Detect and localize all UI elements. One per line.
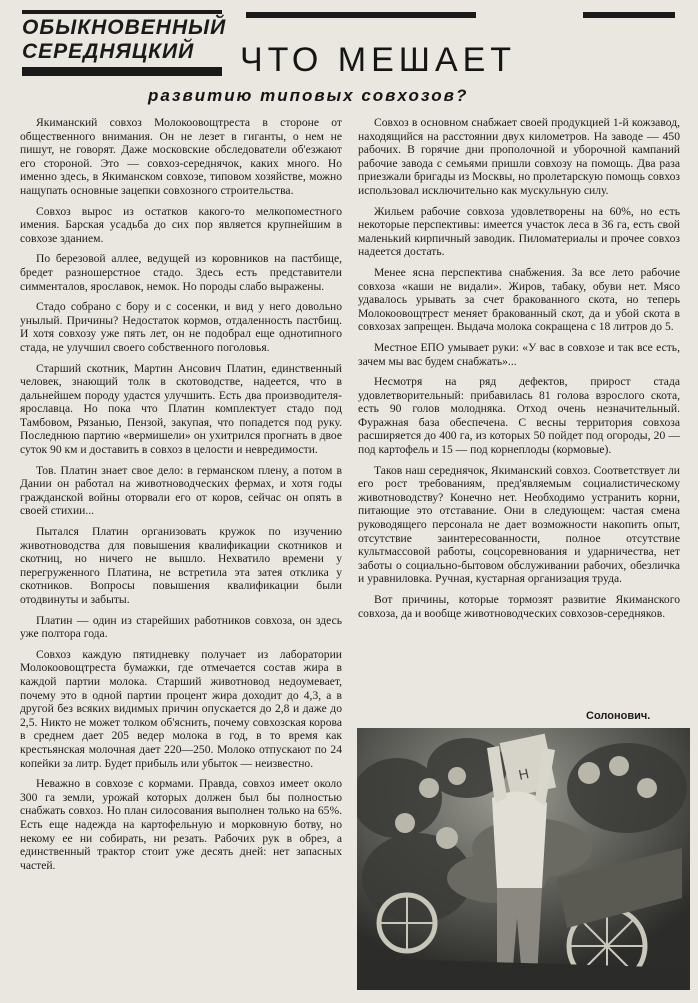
paragraph: По березовой аллее, ведущей из коровников на пастбище, бредет разношерстное стадо. Здесь есть представители симменталов, ярославок, немок. Но породы слабо выражены. [20, 252, 342, 293]
header-rule-left [246, 12, 476, 18]
kicker-bottom-rule [22, 67, 222, 76]
article-photo [357, 728, 690, 990]
svg-text:Н: Н [517, 764, 531, 783]
author-signature: Солонович. [586, 710, 651, 722]
paragraph: Несмотря на ряд дефектов, прирост стада удовлетворительный: прибавилась 81 голова взрослого скота, есть 90 голов молодняка. Отход очень незначительный. Фуражная база обеспечена. С весны территория совхоза расширяется до 400 га, из которых 50 пойдет под огороды, 20 — под картофель и 15 — под корнеплоды (кормовые). [358, 375, 680, 457]
paragraph: Стадо собрано с бору и с сосенки, и вид у него довольно унылый. Причины? Недостаток кормов, отдаленность пастбищ. И хотя совхозу уже пять лет, он не подобрал еще однотипного стада, не улучшил своего собственного поголовья. [20, 300, 342, 354]
kicker-top-rule [22, 10, 222, 14]
paragraph: Местное ЕПО умывает руки: «У вас в совхозе и так все есть, зачем мы вас будем снабжать»... [358, 340, 680, 368]
left-column [20, 116, 342, 879]
paragraph: Совхоз каждую пятидневку получает из лаборатории Молокоовощтреста бумажки, где отмечается состав жира в каждой партии молока. Старший животновод недоумевает, почему это в одной партии процент жира доходит до 4,3, а в другой без всяких видимых причин опускается до 2,8 и даже до 2,5. Никто не может толком об'яснить, почему совхозская корова в среднем дает 205 ведер молока в год, в то время как крестьянская молочная дает 220—250. Молоко отпускают по 24 копейки за литр. Будет прибыль или убыток — неизвестно. [20, 647, 342, 770]
article-subtitle: развитию типовых совхозов? [148, 86, 469, 105]
paragraph: Таков наш середнячок, Якиманский совхоз. Соответствует ли его рост требованиям, пред'являемым социалистическому животноводству? Конечно нет. Необходимо устранить корни, питающие это отставание. Они в следующем: частая смена руководящего персонала не дает возможности накопить опыт, отсутствие заинтересованности, полное отсутствие культмассовой работы, соцсоревнования и ударничества, нет заботы о социально-бытовом обслуживании рабочих, обезличка и уравниловка. Ручная, кустарная организация труда. [358, 463, 680, 586]
article-title: ЧТО МЕШАЕТ [240, 41, 517, 79]
paragraph: Старший скотник, Мартин Ансович Платин, единственный человек, знающий толк в скотоводстве, надеется, что в дальнейшем породу удастся улучшить. Есть два производителя-ярославца. Но пока что Платин комплектует стадо под Тамбовом, Рязанью, Пензой, закупая, что попадется под руку. Последнюю партию «вермишели» он ухитрился прогнать в двое суток 90 км и доставить в совхоз в целости и невредимости. [20, 361, 342, 457]
paragraph: Якиманский совхоз Молокоовощтреста в стороне от общественного внимания. Он не лезет в гиганты, о нем не пишут, не говорят. Даже московские обследователи об'езжают его стороной. Это — совхоз-середнячок, каких много. Но именно здесь, в Якиманском совхозе, типовом хозяйстве, можно нащупать основные зацепки совхозного строительства. [20, 116, 342, 197]
paragraph: Совхоз в основном снабжает своей продукцией 1-й кожзавод, находящийся на расстоянии двух километров. На заводе — 450 рабочих. В горячие дни прополочной и уборочной кампаний рабочие завода с семьями пришли совхозу на помощь. Два раза приезжали бригады из Москвы, но пролетарскую помощь совхоз использовал исключительно как мускульную силу. [358, 116, 680, 197]
paragraph: Тов. Платин знает свое дело: в германском плену, а потом в Дании он работал на животноводческих фермах, и хотя годы гражданской войны оторвали его от коров, сейчас он опять в своей стихии... [20, 463, 342, 518]
kicker-line-1: ОБЫКНОВЕННЫЙ [22, 16, 227, 39]
photo-illustration [357, 728, 690, 990]
paragraph: Вот причины, которые тормозят развитие Якиманского совхоза, да и вообще животноводческих совхозов-середняков. [358, 593, 680, 620]
paragraph: Платин — один из старейших работников совхоза, он здесь уже полтора года. [20, 613, 342, 641]
kicker-line-2: СЕРЕДНЯЦКИЙ [22, 40, 195, 63]
paragraph: Жильем рабочие совхоза удовлетворены на 60%, но есть некоторые перспективы: имеется участок леса в 36 га, есть свой маленький кирпичный заводик. Пиломатериалы и прочее совхоз надеется достать. [358, 204, 680, 259]
paragraph: Неважно в совхозе с кормами. Правда, совхоз имеет около 300 га земли, урожай которых должен был бы полностью снабжать совхоз. Но план силосования выполнен только на 65%. Есть еще надежда на картофельную и морковную ботву, но некому ее ни собирать, ни резать. Рабочих рук в обрез, а единственный трактор стоит уже десять дней: нет запасных частей. [20, 777, 342, 872]
paragraph: Пытался Платин организовать кружок по изучению животноводства для повышения квалификации скотников и скотниц, но ничего не вышло. Нехватило времени у перегруженного Платина, не встретила эта затея отклика у скотников. Вопросы повышения квалификации были отодвинуты и забыты. [20, 525, 342, 606]
header-rule-right [583, 12, 675, 18]
section-kicker [22, 10, 230, 76]
right-column [358, 116, 680, 627]
paragraph: Менее ясна перспектива снабжения. За все лето рабочие совхоза «каши не видали». Жиров, табаку, обуви нет. Мясо удавалось урывать за счет бракованного скота, но теперь Молокоовощтрест меняет бракованный скот, да и убой скота в совхозах запрещен. Выдача молока сокращена с 18 литров до 5. [358, 265, 680, 334]
paragraph: Совхоз вырос из остатков какого-то мелкопоместного имения. Барская усадьба до сих пор является крупнейшим в совхозе зданием. [20, 204, 342, 245]
